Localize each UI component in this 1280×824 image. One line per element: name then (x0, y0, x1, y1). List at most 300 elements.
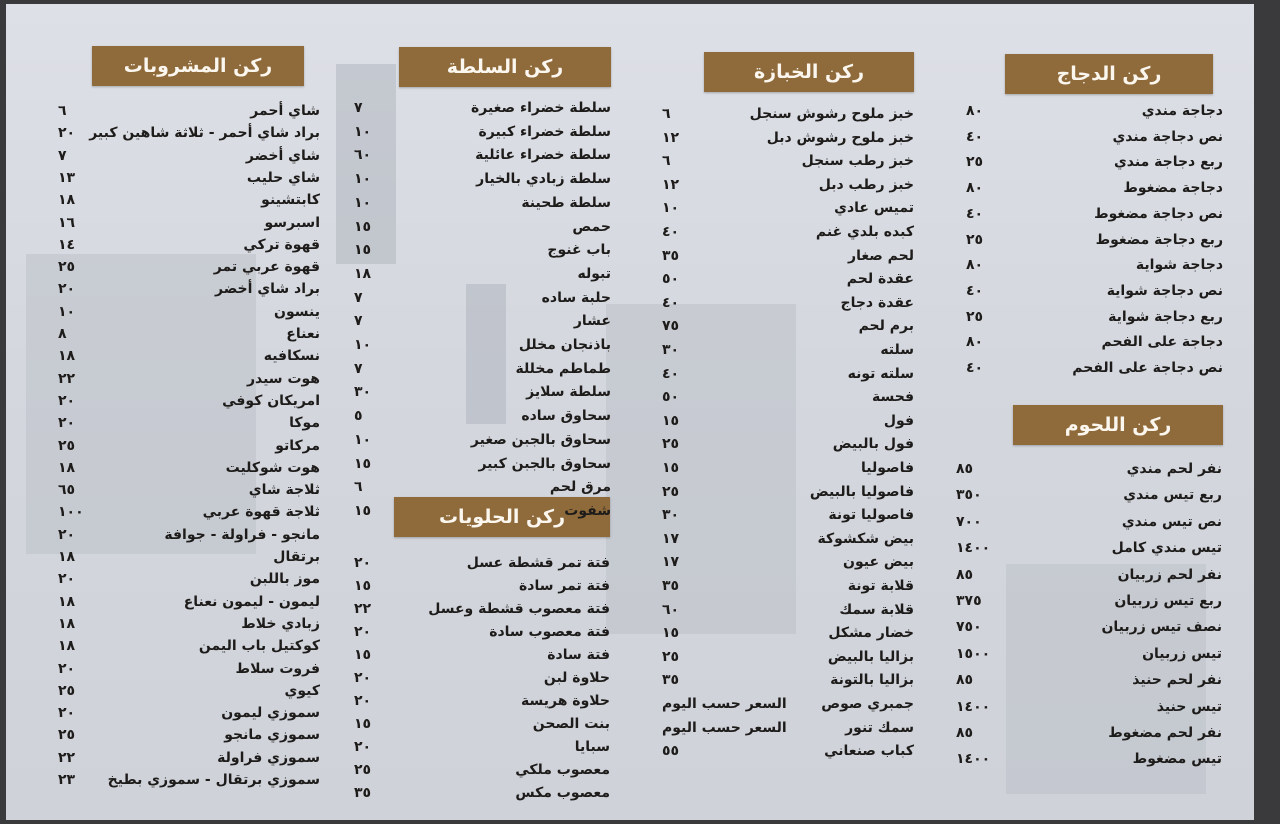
menu-item-price: ١٥ (354, 455, 372, 472)
menu-item-name: مركاتو (275, 437, 320, 454)
menu-item-name: براد شاي أحمر - ثلاثة شاهين كبير (89, 125, 320, 142)
menu-item-price: ٧٥٠ (956, 619, 982, 636)
menu-item-price: ٥٥ (662, 743, 680, 760)
menu-item-price: ٨٠ (966, 103, 984, 119)
menu-item-price: ٤٠ (966, 128, 984, 145)
menu-item (662, 503, 914, 527)
menu-item (58, 523, 320, 547)
menu-item-price: ٨٠ (966, 334, 984, 351)
menu-item-price: ٣٠ (354, 384, 372, 401)
menu-item (354, 689, 610, 713)
menu-item-name: نفر لحم مندي (1126, 461, 1222, 477)
menu-item-price: ١٦ (58, 214, 76, 231)
menu-item-name: فروت سلاط (235, 660, 320, 677)
menu-item (662, 338, 914, 362)
menu-item (354, 643, 610, 667)
menu-item (58, 701, 320, 725)
menu-item (58, 634, 320, 658)
menu-item (956, 747, 1222, 771)
menu-item-price: ١٢ (662, 129, 680, 146)
menu-item-price: ٢٠ (354, 670, 372, 686)
menu-item-price: ٣٧٥ (956, 593, 982, 609)
menu-item (58, 367, 320, 391)
menu-item-name: برم لحم (858, 318, 914, 335)
menu-item-price: السعر حسب اليوم (662, 696, 787, 712)
menu-item-name: سلطة خضراء عائلية (475, 147, 611, 164)
menu-item-price: ٢٠ (354, 739, 372, 755)
menu-item (956, 563, 1222, 587)
menu-item (662, 267, 914, 291)
menu-item (58, 657, 320, 681)
menu-item (662, 126, 914, 150)
menu-item-name: سلطة خضراء صغيرة (470, 100, 611, 116)
menu-item (662, 480, 914, 504)
menu-item (354, 758, 610, 782)
menu-item-name: فتة معصوب سادة (489, 624, 610, 640)
menu-item (956, 695, 1222, 719)
menu-item (956, 589, 1222, 613)
menu-item-price: ١٥ (354, 716, 372, 732)
menu-item (58, 679, 320, 703)
menu-item-price: ٣٠ (662, 507, 680, 524)
menu-item-price: ٧ (354, 360, 363, 377)
menu-item (354, 551, 610, 575)
menu-item-price: ٢٥ (58, 682, 76, 699)
menu-item-name: سحاوق ساده (521, 408, 611, 425)
menu-item-price: ١٢ (662, 176, 680, 193)
menu-item-price: ٢٠ (58, 281, 76, 298)
menu-item-name: فتة معصوب قشطة وعسل (428, 601, 610, 617)
menu-item (956, 536, 1222, 560)
menu-item (956, 457, 1222, 481)
menu-item-name: عشار (573, 313, 611, 330)
menu-item-name: ينسون (274, 303, 320, 320)
menu-item-name: موز باللبن (249, 571, 320, 588)
menu-item-price: ١٥ (354, 242, 372, 259)
menu-item-price: ٢٠ (58, 125, 76, 142)
menu-item-price: ١٨ (58, 459, 76, 476)
menu-item-price: ١٥ (662, 412, 680, 429)
menu-item (662, 409, 914, 433)
menu-item-name: عقدة دجاج (840, 294, 914, 311)
menu-item-price: ٣٥ (662, 672, 680, 689)
menu-item (662, 716, 914, 740)
menu-item (58, 500, 320, 524)
menu-item-name: سحاوق بالجبن صغير (470, 431, 611, 448)
menu-item-name: باب غنوج (547, 242, 611, 259)
menu-item-price: ١٥ (354, 218, 372, 235)
menu-item-price: ١٨ (58, 638, 76, 655)
menu-item-name: تيس مضغوط (1132, 751, 1222, 768)
menu-item-name: نفر لحم حنيذ (1132, 672, 1222, 689)
menu-item-name: كباب صنعاني (824, 743, 914, 760)
menu-item-price: ٨٥ (956, 725, 974, 741)
menu-item-name: قهوة عربي تمر (213, 259, 320, 276)
menu-item-price: ٦ (662, 106, 671, 122)
menu-item (662, 173, 914, 197)
menu-item (956, 483, 1222, 507)
menu-item-price: ٢٠ (58, 415, 76, 432)
menu-item-name: نص دجاجة شواية (1106, 282, 1223, 299)
bakery-items (662, 4, 914, 820)
menu-item-price: ٢٠ (354, 693, 372, 709)
menu-item-name: شاي أخضر (245, 147, 320, 164)
menu-item-price: ٥٠ (662, 271, 680, 288)
menu-item-price: ١٠ (354, 431, 372, 448)
menu-item-name: هوت شوكليت (225, 459, 320, 476)
menu-item (58, 612, 320, 636)
menu-item-price: ٦ (354, 479, 363, 496)
menu-item (58, 300, 320, 324)
menu-sheet (6, 4, 1254, 820)
menu-item-price: ٨٥ (956, 461, 974, 477)
menu-item (956, 642, 1222, 666)
menu-item-name: دجاجة على الفحم (1101, 334, 1223, 351)
menu-item (662, 432, 914, 456)
menu-item (662, 362, 914, 386)
menu-item-name: ربع دجاجة شواية (1108, 308, 1223, 325)
menu-item-name: نص تيس مندي (1121, 513, 1222, 530)
menu-item-name: فاصوليا (861, 460, 914, 476)
menu-item-price: ٤٠ (662, 224, 680, 240)
menu-item-name: تميس عادي (834, 200, 914, 217)
menu-item (956, 510, 1222, 534)
menu-item-price: السعر حسب اليوم (662, 719, 787, 736)
menu-item-price: ٢٠ (58, 571, 76, 588)
menu-item-name: بيض عيون (843, 554, 914, 571)
menu-item-name: شاي أحمر (250, 103, 320, 119)
menu-item-name: مرق لحم (549, 479, 611, 496)
menu-item-price: ٣٠ (662, 342, 680, 358)
menu-item (58, 233, 320, 257)
menu-item (354, 712, 610, 736)
menu-item (956, 721, 1222, 745)
menu-item-name: ثلاجة شاي (248, 482, 320, 499)
menu-item-price: ٤٠ (966, 205, 984, 222)
menu-item-name: سحاوق بالجبن كبير (478, 455, 611, 472)
menu-item-name: كابتشينو (261, 192, 320, 209)
menu-item-name: موكا (289, 415, 320, 432)
section-header-chicken: ركن الدجاج (1005, 54, 1213, 94)
menu-item (58, 545, 320, 569)
menu-item-price: ٨ (58, 326, 67, 342)
menu-item-name: اسبرسو (264, 214, 320, 231)
menu-item (354, 620, 610, 644)
menu-item-price: ٦٠ (354, 147, 372, 164)
menu-item-name: سبايا (574, 739, 610, 755)
menu-item-price: ٥٠ (662, 389, 680, 406)
menu-item-price: ١٨ (58, 549, 76, 565)
menu-item-name: خبز ملوح رشوش سنجل (749, 106, 914, 122)
menu-item (662, 149, 914, 173)
menu-item-price: ٢٥ (662, 483, 680, 500)
menu-item (58, 277, 320, 301)
menu-item-price: ٢٥ (966, 231, 984, 248)
menu-item-name: تيس حنيذ (1156, 698, 1222, 715)
menu-item-name: امريكان كوفي (222, 392, 320, 409)
menu-item-price: ٦٠ (662, 601, 680, 618)
menu-item-price: ١٨ (58, 192, 76, 209)
menu-item-price: ٣٥ (662, 247, 680, 264)
menu-item-name: خبز رطب سنجل (801, 153, 914, 170)
menu-item-price: ١٣ (58, 169, 76, 186)
menu-item (354, 597, 610, 621)
menu-item-name: دجاجة مندي (1141, 103, 1223, 119)
menu-item-name: فاصوليا بالبيض (809, 483, 914, 500)
menu-item (58, 188, 320, 212)
menu-item (354, 735, 610, 759)
menu-item-name: نسكافيه (263, 348, 320, 365)
menu-item-price: ١٥٠٠ (956, 645, 991, 662)
menu-item-price: ١٨ (58, 593, 76, 610)
menu-item-price: ١٠ (354, 194, 372, 211)
menu-item-name: فول (883, 412, 914, 429)
menu-item-name: سلطة سلايز (526, 384, 611, 401)
menu-item (662, 314, 914, 338)
menu-item-name: سلطة طحينة (521, 194, 611, 211)
menu-item (58, 322, 320, 346)
menu-item-price: ٦٥ (58, 482, 76, 499)
menu-item-price: ١٤ (58, 236, 76, 253)
menu-item-price: ٧ (354, 100, 363, 116)
menu-item-price: ٢٥ (966, 154, 984, 171)
menu-item (58, 590, 320, 614)
menu-item-name: حلاوة هريسة (521, 693, 610, 709)
menu-item-name: فتة تمر قشطة عسل (466, 555, 610, 571)
menu-item (956, 668, 1222, 692)
menu-item (662, 220, 914, 244)
menu-item-name: فتة تمر سادة (519, 578, 610, 594)
menu-item-name: سموزي برتقال - سموزي بطيخ (107, 772, 320, 788)
menu-item-name: كبده بلدي غنم (815, 224, 914, 240)
menu-item-name: سموزي فراولة (217, 749, 320, 766)
menu-item-price: ٣٥٠ (956, 487, 982, 504)
menu-item-price: ١٠٠ (58, 504, 84, 521)
menu-item (956, 615, 1222, 639)
menu-item-name: تيس زربيان (1142, 645, 1222, 662)
menu-item-name: خبز ملوح رشوش دبل (766, 129, 914, 146)
menu-item (58, 411, 320, 435)
menu-item-price: ٨٠ (966, 257, 984, 274)
menu-item (58, 121, 320, 145)
menu-item-name: ربع دجاجة مضغوط (1095, 231, 1223, 248)
menu-item-price: ٢٠ (58, 705, 76, 722)
menu-item-name: سلطة خضراء كبيرة (478, 123, 611, 140)
menu-item (662, 456, 914, 480)
menu-item-name: فاصوليا تونة (828, 507, 914, 524)
section-header-drinks: ركن المشروبات (92, 46, 304, 86)
menu-item-name: ربع تيس زربيان (1114, 593, 1222, 609)
menu-item-price: ١٥ (354, 502, 372, 519)
menu-item-price: ٢٥ (662, 648, 680, 665)
menu-item-name: نفر لحم زربيان (1117, 566, 1222, 583)
menu-item-name: شفوت (564, 502, 611, 519)
menu-item-price: ٤٠ (966, 282, 984, 299)
menu-item-price: ١٥ (662, 460, 680, 476)
menu-item-price: ٣٥ (662, 578, 680, 594)
menu-item-price: ٥ (354, 408, 363, 425)
menu-item-name: قلابة تونة (847, 578, 914, 594)
menu-item-name: بنت الصحن (532, 716, 610, 732)
menu-item-name: سلته (880, 342, 914, 358)
menu-item-price: ٧ (58, 147, 67, 164)
menu-item (58, 723, 320, 747)
menu-item-name: تيس مندي كامل (1111, 540, 1222, 557)
menu-item-name: باذنجان مخلل (518, 337, 611, 353)
menu-item-price: ٨٠ (966, 180, 984, 197)
menu-item-name: فتة سادة (547, 647, 610, 663)
menu-item-price: ١٠ (354, 337, 372, 353)
menu-item-price: ٢٢ (354, 601, 372, 617)
menu-item-name: خبز رطب دبل (818, 176, 914, 193)
menu-item-price: ٨٥ (956, 566, 974, 583)
menu-item-name: قهوة تركي (243, 236, 320, 253)
menu-item-name: سموزي ليمون (221, 705, 320, 722)
menu-item-name: نص دجاجة على الفحم (1072, 360, 1223, 376)
menu-item-name: سموزي مانجو (224, 727, 320, 744)
menu-item-name: لحم صغار (848, 247, 914, 264)
menu-item (354, 574, 610, 598)
menu-item-name: قلابة سمك (839, 601, 914, 618)
menu-item (662, 550, 914, 574)
menu-item-price: ١٥ (354, 647, 372, 663)
menu-item-price: ١٨ (58, 348, 76, 365)
menu-item-price: ٧ (354, 313, 363, 330)
menu-item-name: ربع دجاجة مندي (1113, 154, 1223, 171)
menu-item-price: ٦ (662, 153, 671, 170)
menu-item-name: معصوب مكس (515, 785, 610, 801)
menu-item-price: ٢٠ (58, 660, 76, 677)
menu-item-name: ربع تيس مندي (1123, 487, 1222, 504)
menu-item-name: نصف تيس زربيان (1101, 619, 1222, 636)
menu-item-price: ٢٥ (58, 259, 76, 276)
menu-item-name: بزاليا بالتونة (830, 672, 914, 689)
menu-item-name: فحسة (872, 389, 914, 406)
menu-item (58, 344, 320, 368)
menu-item-price: ٨٥ (956, 672, 974, 689)
menu-item-price: ٢٥ (58, 437, 76, 454)
menu-item (58, 166, 320, 190)
menu-item-name: معصوب ملكي (515, 762, 610, 778)
menu-item-price: ١٥ (662, 625, 680, 642)
menu-item-name: كيوي (284, 682, 320, 699)
menu-item (354, 781, 610, 805)
menu-item-price: ٢٢ (58, 370, 76, 387)
menu-item (662, 621, 914, 645)
menu-item-name: حمص (572, 218, 611, 235)
menu-item-name: براد شاي أخضر (215, 281, 320, 298)
menu-item-price: ٤٠ (662, 365, 680, 382)
menu-item-price: ٢٥ (354, 762, 372, 778)
menu-item-name: مانجو - فراولة - جوافة (164, 526, 320, 543)
menu-item (58, 389, 320, 413)
menu-item (662, 527, 914, 551)
menu-item-name: فول بالبيض (832, 436, 914, 453)
menu-item (662, 645, 914, 669)
menu-item-price: ٢٠ (354, 624, 372, 640)
drinks-items (58, 4, 320, 820)
menu-item-price: ٢٥ (662, 436, 680, 453)
menu-item-price: ٢٠ (354, 555, 372, 571)
menu-item-price: ٣٥ (354, 785, 372, 801)
menu-item-price: ٢٥ (966, 308, 984, 325)
menu-item-price: ١٠ (354, 123, 372, 140)
section-header-meat: ركن اللحوم (1013, 405, 1223, 445)
menu-item-name: حلبة ساده (541, 289, 611, 306)
menu-item (58, 746, 320, 770)
menu-item-name: بزاليا بالبيض (827, 648, 914, 665)
menu-item (58, 567, 320, 591)
menu-item-price: ١٤٠٠ (956, 540, 991, 557)
menu-item (662, 102, 914, 126)
menu-item-name: نعناع (286, 326, 320, 342)
menu-item-price: ٧٥ (662, 318, 680, 335)
menu-item-price: ٢٥ (58, 727, 76, 744)
sweets-items (354, 4, 610, 820)
section-header-bakery: ركن الخبازة (704, 52, 914, 92)
menu-item-price: ٢٣ (58, 772, 76, 788)
menu-item-name: كوكتيل باب اليمن (198, 638, 320, 655)
menu-item-name: هوت سيدر (246, 370, 320, 387)
menu-item (662, 598, 914, 622)
menu-item-price: ٢٢ (58, 749, 76, 766)
menu-item (662, 692, 914, 716)
menu-item-price: ٤٠ (966, 360, 984, 376)
menu-item-name: حلاوة لبن (543, 670, 610, 686)
menu-item (58, 768, 320, 792)
menu-item-name: خضار مشكل (828, 625, 914, 642)
menu-item-name: سلته تونه (847, 365, 914, 382)
meat-items (956, 4, 1222, 820)
menu-item-price: ٧٠٠ (956, 513, 982, 530)
menu-item (58, 255, 320, 279)
menu-item (58, 144, 320, 168)
menu-item-name: تبوله (577, 265, 611, 282)
menu-item-name: بيض شكشوكة (817, 530, 914, 547)
menu-item-name: زبادي خلاط (241, 615, 320, 632)
menu-item-name: ثلاجة قهوة عربي (202, 504, 320, 521)
menu-item (662, 196, 914, 220)
menu-item-price: ٧ (354, 289, 363, 306)
menu-item-price: ١٨ (354, 265, 372, 282)
menu-item-price: ١٠ (58, 303, 76, 320)
menu-item-price: ١٤٠٠ (956, 751, 991, 768)
menu-item-name: ليمون - ليمون نعناع (183, 593, 320, 610)
menu-item (354, 666, 610, 690)
menu-item-name: نص دجاجة مندي (1112, 128, 1223, 145)
menu-item (58, 211, 320, 235)
menu-item-price: ١٧ (662, 530, 680, 547)
section-header-sweets: ركن الحلويات (394, 497, 610, 537)
menu-item (662, 574, 914, 598)
menu-item-name: دجاجة شواية (1135, 257, 1223, 274)
menu-item-name: سمك تنور (845, 719, 914, 736)
menu-item-name: عقدة لحم (846, 271, 914, 288)
menu-item-name: سلطة زبادي بالخيار (476, 171, 611, 188)
section-header-salad: ركن السلطة (399, 47, 611, 87)
menu-item (58, 99, 320, 123)
menu-item (662, 244, 914, 268)
menu-item-name: طماطم مخللة (515, 360, 611, 377)
menu-item-name: جمبري صوص (821, 696, 914, 712)
menu-item (662, 739, 914, 763)
menu-item-price: ١٠ (662, 200, 680, 217)
menu-item-name: نفر لحم مضغوط (1108, 725, 1222, 741)
menu-item-name: برتقال (273, 549, 320, 565)
menu-item-price: ١٥ (354, 578, 372, 594)
menu-item-price: ٤٠ (662, 294, 680, 311)
menu-item (58, 478, 320, 502)
